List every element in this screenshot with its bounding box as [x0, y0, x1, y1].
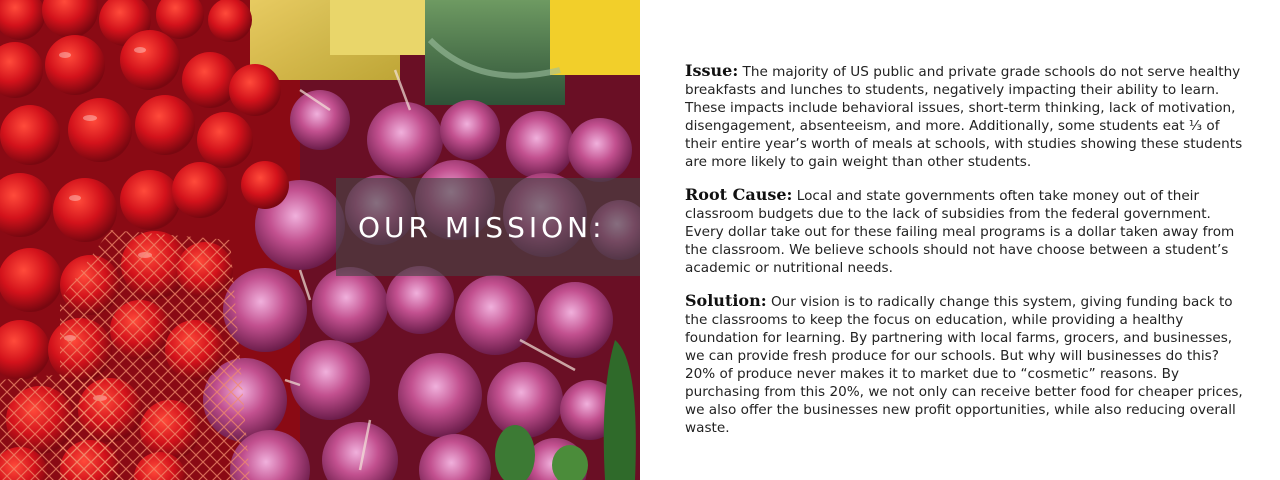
mission-title: OUR MISSION: [358, 210, 606, 244]
mission-text [685, 62, 1245, 452]
issue-heading: Issue: [685, 61, 739, 80]
root-cause-paragraph [685, 186, 1245, 277]
mission-banner [336, 178, 640, 276]
issue-body: The majority of US public and private grade schools do not serve healthy breakfasts and lunches to students, negatively impacting their ability to learn. These impacts include behavioral issues, short-term thinking, lack of motivation, disengagement, absenteeism, and more. Additionally, some students eat ⅓ of their entire year’s worth of meals at schools, with studies showing these students are more likely to gain weight than other students. [685, 64, 1243, 170]
solution-paragraph [685, 292, 1245, 437]
issue-paragraph [685, 62, 1245, 171]
root-cause-body: Local and state governments often take money out of their classroom budgets due to the lack of subsidies from the federal government. Every dollar take out for these failing meal programs is a dollar taken away from the classroom. We believe schools should not have choose between a student’s academic or nutritional needs. [685, 188, 1235, 276]
root-cause-heading: Root Cause: [685, 185, 793, 204]
solution-body: Our vision is to radically change this system, giving funding back to the classrooms to keep the focus on education, while providing a healthy foundation for learning. By partnering with local farms, grocers, and businesses, we can provide fresh produce for our schools. But why will businesses do this? 20% of produce never makes it to market due to “cosmetic” reasons. By purchasing from this 20%, we not only can receive better food for cheaper prices, we also offer the businesses new profit opportunities, while also reducing overall waste. [685, 294, 1243, 436]
solution-heading: Solution: [685, 291, 767, 310]
